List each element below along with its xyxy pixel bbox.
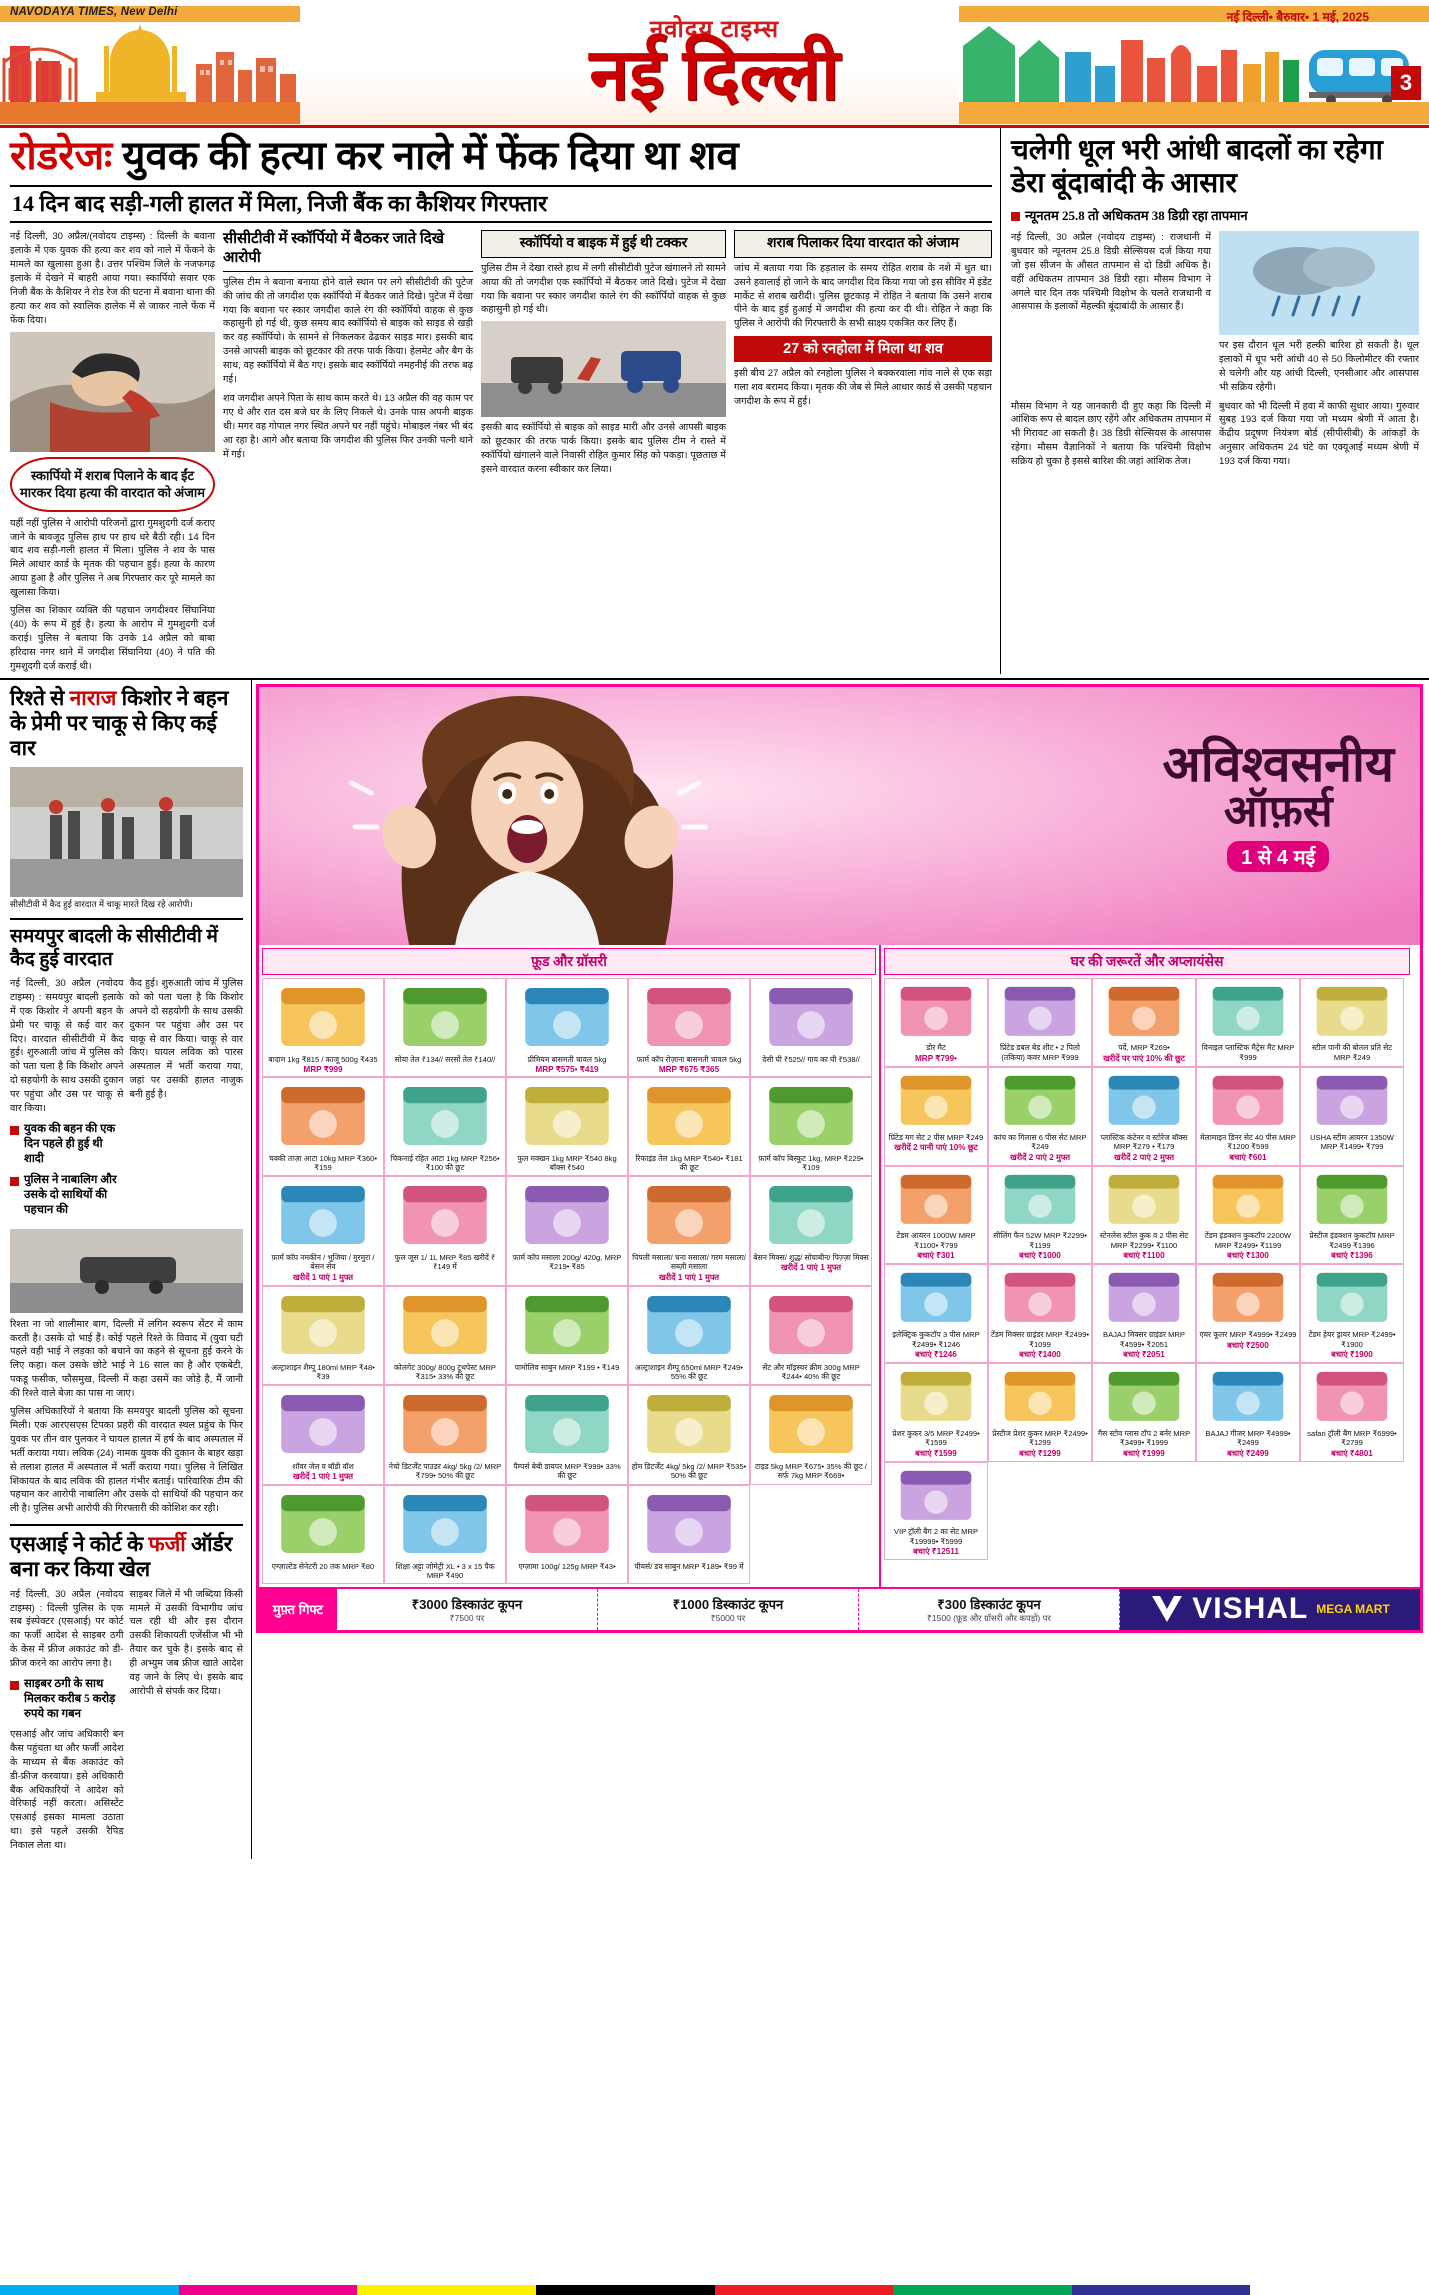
product-image [265, 1289, 381, 1361]
product-card[interactable] [506, 1077, 628, 1176]
product-image [387, 1080, 503, 1152]
product-card[interactable] [750, 1286, 872, 1385]
product-image [1199, 1366, 1297, 1427]
story3-photo [10, 1229, 243, 1313]
weather-text-1: नई दिल्ली, 30 अप्रैल (नवोदय टाइम्स) : राजधानी में बुधवार को न्यूनतम 25.8 डिग्री सेल्सियस दर्ज किया गया जो इस सीजन के औसत तापमान से दो डिग्री अधिक है। वहीं अधिकतम तापमान 38 डिग्री रहा। मौसम विभाग ने अगले चार दिन तक पश्चिमी विक्षोभ के चलते राजधानी व आसपास के इलाकों मेंहल्की बूंदाबांदी के आसार हैं। [1011, 231, 1211, 313]
product-name: टेंडम मिक्सर ग्राइंडर MRP ₹2499• ₹1099 [991, 1330, 1089, 1349]
product-card[interactable] [384, 978, 506, 1077]
product-name: रिफाइंड तेल 1kg MRP ₹540• ₹181 की छूट [635, 1153, 743, 1173]
lead-headline-prefix: रोडरेजः [10, 133, 113, 178]
story4-head-c: ऑर्डर बना कर किया खेल [10, 1532, 233, 1582]
product-name: डोर मैट [926, 1043, 946, 1053]
product-card[interactable] [1196, 1264, 1300, 1363]
product-price: बचाएं ₹2499 [1227, 1448, 1269, 1458]
lead-column-2 [223, 230, 473, 673]
product-image [1199, 1267, 1297, 1328]
coupon-3-title: ₹300 डिस्काउंट कूपन [937, 1596, 1041, 1612]
product-card[interactable] [884, 1363, 988, 1462]
product-name: बेसन मिक्स/ शुद्ध/ सोयाबीन/ पिज़्ज़ा मिक्स [753, 1252, 869, 1262]
free-gift-badge: मुफ़्त गिफ्ट [259, 1589, 337, 1630]
product-image [509, 981, 625, 1053]
advertisement [252, 680, 1429, 1859]
product-price: MRP ₹799• [914, 1053, 958, 1063]
story3-bullet-2-text: पुलिस ने नाबालिग और उसके दो साथियों की पहचान की [24, 1173, 117, 1216]
lead-column-4 [734, 230, 992, 673]
product-price: बचाएं ₹4801 [1331, 1448, 1373, 1458]
weather-text-2: पर इस दौरान धूल भरी हल्की बारिश हो सकती है। धूल इलाकों में धूप भरी आंधी 40 से 50 किलोमीटर की रफ्तार से चलेगी और यह आंधी दिल्ली, एनसीआर और आसपास भी सक्रिय रहेगी। [1219, 339, 1419, 393]
product-price: खरीदें 2 पानी पाएं 10% छूट [894, 1143, 978, 1153]
product-name: एग्ज़ाल्टेड सेनेटरी 20 तक MRP ₹80 [271, 1561, 375, 1571]
story3-headline: समयपुर बादली के सीसीटीवी में कैद हुई वारदात [10, 918, 243, 972]
product-price: खरीदें 1 पाएं 1 मुफ्त [781, 1263, 841, 1273]
product-image [631, 1488, 747, 1560]
product-name: VIP ट्रॉली बैग 2 का सेट MRP ₹19999• ₹5999 [893, 1527, 979, 1546]
ad-product-columns [259, 945, 1420, 1587]
product-image [631, 981, 747, 1053]
product-image [991, 1070, 1089, 1131]
product-name: पैम्पर्स बेबी डायपर MRP ₹999• 33% की छूट [513, 1461, 621, 1480]
product-image [1095, 1169, 1193, 1230]
product-name: सीलिंग फैन 52W MRP ₹2299• ₹1199 [993, 1231, 1087, 1250]
ad-hero-line1: अविश्वसनीय [1162, 735, 1394, 792]
product-card[interactable] [384, 1176, 506, 1286]
product-name: टेंडम इंडक्शन कुकटॉप 2200W MRP ₹2499• ₹1199 [1204, 1231, 1292, 1250]
product-image [1199, 1070, 1297, 1131]
product-name: safari ट्रॉली बैग MRP ₹6999• ₹2799 [1307, 1428, 1397, 1448]
story4-text-3: साइबर जिले में भी जब्दिया किसी मामले में उसकी विभागीय जांच चल रही थी और इस दौरान उसकी शिकायती एजेंसीज भी भी तैयार कर चुके है। इसके बाद से ही अभ्युम जब फ्रीज खाते आदेश वह जाने के लिए थे। इसके बाद आरोपी से संपर्क कर दिया। [129, 1588, 243, 1698]
product-image [387, 1179, 503, 1251]
product-name: BAJAJ मिक्सर ग्राइंडर MRP ₹4599• ₹2051 [1103, 1330, 1185, 1349]
product-name: फ़ार्म कॉप बिस्कुट 1kg, MRP ₹229• ₹109 [758, 1153, 864, 1173]
product-name: प्रेस्टीज प्रेशर कुकर MRP ₹2499• ₹1299 [992, 1428, 1088, 1448]
product-card[interactable] [884, 1264, 988, 1363]
masthead-subtitle: नवोदय टाइम्स [649, 16, 780, 43]
product-name: शिक्षा अट्टा जोमेट्री XL • 3 x 15 पैक MRP ₹490 [395, 1561, 495, 1581]
product-name: बादाम 1kg ₹815 / काजू 500g ₹435 [268, 1054, 378, 1064]
grocery-product-grid [262, 978, 876, 1584]
ad-grocery-head: फ़ूड और ग्रॉसरी [262, 948, 876, 975]
product-image [1095, 981, 1193, 1042]
product-image [1303, 1070, 1401, 1131]
product-card[interactable] [1196, 1067, 1300, 1166]
product-image [887, 981, 985, 1042]
edition-date: नई दिल्ली• बैरुवार• 1 मई, 2025 [1226, 10, 1369, 24]
product-image [631, 1289, 747, 1361]
product-name: सेंट और मॉइस्चर क्रीम 300g MRP ₹244• 40% की छूट [762, 1362, 860, 1382]
lead-col3-head: स्कॉर्पियो व बाइक में हुई थी टक्कर [481, 230, 726, 258]
product-price: बचाएं ₹301 [917, 1251, 955, 1261]
product-name: टाइड 5kg MRP ₹675• 35% की छूट / सर्फ़ 7kg MRP ₹669• [755, 1461, 867, 1480]
product-image [887, 1070, 985, 1131]
product-image [753, 1388, 869, 1460]
brand-tagline: MEGA MART [1316, 1601, 1390, 1616]
coupon-2-title: ₹1000 डिस्काउंट कूपन [672, 1596, 784, 1612]
product-card[interactable] [262, 1485, 384, 1584]
product-name: टेंडम आयरन 1000W MRP ₹1100• ₹799 [896, 1231, 976, 1250]
product-card[interactable] [1092, 1264, 1196, 1363]
story3-bullet-1 [10, 1122, 124, 1167]
page-number-badge: 3 [1391, 66, 1421, 100]
product-name: पीयर्स/ डव साबुन MRP ₹189• ₹99 में [634, 1561, 744, 1571]
product-image [753, 1080, 869, 1152]
lead-col4-head-2: 27 को रनहोला में मिला था शव [734, 336, 992, 362]
product-card[interactable] [506, 978, 628, 1077]
lead-text-2: यहीं नहीं पुलिस ने आरोपी परिजनों द्वारा गुमशुदगी दर्ज कराए जाने के बावजूद पुलिस हाथ पर हाथ धरे बैठी रही। 14 दिन बाद शव सड़ी-गली हालत में मिला। पुलिस ने शव के पास मिले आधार कार्ड के मृतक की पहचान हुई। हत्या के कारण आया हुआ है और पुलिस ने अब गिरफ्तार कर पूरे मामले का खुलासा किया। [10, 517, 215, 599]
product-price: खरीदें पर पाएं 10% की छूट [1103, 1053, 1185, 1063]
ad-col-grocery [259, 945, 879, 1587]
product-card[interactable] [506, 1176, 628, 1286]
weather-story [1000, 128, 1429, 674]
product-name: स्टेनलेस स्टील कुक व 2 पीस सेट MRP ₹2299• ₹1100 [1099, 1231, 1189, 1250]
product-card[interactable] [884, 978, 988, 1067]
vishal-v-icon [1150, 1592, 1184, 1626]
lead-headline-rest: युवक की हत्या कर नाले में फेंक दिया था शव [122, 133, 739, 178]
product-price: बचाएं ₹601 [1229, 1152, 1267, 1162]
product-name: प्रिंटेड मग सेट 2 पीस MRP ₹249 [888, 1132, 984, 1142]
product-image [387, 1388, 503, 1460]
product-card[interactable] [628, 1385, 750, 1485]
story2-photo [10, 767, 243, 897]
product-card[interactable] [1300, 1067, 1404, 1166]
vishal-mega-mart-logo [1120, 1589, 1420, 1630]
lead-headline [10, 134, 992, 179]
weather-text-3: मौसम विभाग ने यह जानकारी दी हुए कहा कि दिल्ली में आंशिक रूप से बादल छाए रहेंगे और अधिकतम तापमान में भी गिरावट आ सकती है। 38 डिग्री सेल्सियस के आसपास रहेगा। मौसम वैज्ञानिकों ने बताया कि पश्चिमी विक्षोभ सक्रिय हो चुका है इससे बारिश की जहां आंशिक तेज। [1011, 400, 1211, 468]
product-card[interactable] [884, 1067, 988, 1166]
product-card[interactable] [628, 978, 750, 1077]
coupon-3-sub: ₹1500 (फ़ूड और ग्रॉसरी और कपड़ों) पर [927, 1612, 1051, 1623]
product-image [1199, 981, 1297, 1042]
product-image [1199, 1169, 1297, 1230]
product-image [265, 1488, 381, 1560]
product-image [991, 1366, 1089, 1427]
product-image [265, 1388, 381, 1460]
weather-box-head: न्यूनतम 25.8 तो अधिकतम 38 डिग्री रहा तापमान [1025, 208, 1248, 224]
product-image [509, 1388, 625, 1460]
lead-col3-text: पुलिस टीम ने देखा रास्ते हाथ में लगी सीसीटीवी पुटेज खंगालने तो सामने आया की तो जगदीश एक स्कॉर्पियो में बैठकर जाते दिखे। पुटेज में देखा गया कि बवाना पर स्कार जगदीश काले रंग की स्कॉर्पियो वाहक से कुछ कहासुनी हो गई थी। [481, 262, 726, 316]
lead-col3-photo [481, 321, 726, 417]
product-name: स्टील पानी की बोतल प्रति सेट MRP ₹249 [1311, 1043, 1393, 1062]
coupon-1[interactable] [337, 1589, 598, 1630]
product-card[interactable] [1196, 978, 1300, 1067]
ad-hero-line2: ऑफ़र्स [1223, 786, 1333, 836]
product-name: टेंडम हेयर ड्रायर MRP ₹2499• ₹1900 [1308, 1330, 1396, 1349]
product-name: पामोलिव साबुन MRP ₹199 • ₹149 [514, 1362, 620, 1372]
product-image [753, 1289, 869, 1361]
product-name: कांच का गिलास 6 पीस सेट MRP ₹249 [993, 1132, 1087, 1152]
product-card[interactable] [262, 978, 384, 1077]
lead-story [0, 128, 1000, 674]
brand-name: VISHAL [1192, 1592, 1309, 1626]
story4-head-b: फर्जी [148, 1532, 186, 1557]
product-image [509, 1179, 625, 1251]
product-image [887, 1465, 985, 1526]
product-name: प्रिंटेड डबल बेड शीट • 2 पिलो (तकिया) कवर MRP ₹999 [999, 1043, 1081, 1062]
product-card[interactable] [1196, 1363, 1300, 1462]
product-price: बचाएं ₹1246 [915, 1349, 957, 1359]
story2-headline [10, 686, 243, 762]
cmyk-registration-bar [0, 2285, 1429, 2295]
product-price: बचाएं ₹1400 [1019, 1349, 1061, 1359]
lead-columns [10, 230, 992, 673]
product-name: फ़ार्म कॉप मसाला 200g/ 420g, MRP ₹219• ₹85 [512, 1252, 622, 1272]
story3-bullet-1-text: युवक की बहन की एक दिन पहले ही हुई थी शादी [24, 1122, 116, 1165]
story3-text-4: कैद हुई। शुरुआती जांच में पुलिस को को पता चला है कि किशोर अपने दो सहयोगी के साथ उसकी दुकान पर पहुंचा और उस पर चाकू से वार किया। चाकू से वार किए। घायल लविक को पारस अस्पताल में भर्ती कराया गया, जहां पर उसकी हालत नाजुक बनी हुई है। [129, 977, 243, 1101]
product-card[interactable] [262, 1286, 384, 1385]
story2-head-c: किशोर ने बहन के प्रेमी पर चाकू से किए कई वार [10, 685, 229, 760]
product-image [387, 981, 503, 1053]
product-card[interactable] [988, 1166, 1092, 1265]
product-name: USHA स्टीम आयरन 1350W MRP ₹1499• ₹799 [1310, 1132, 1394, 1152]
lead-col2-head: सीसीटीवी में स्कॉर्पियो में बैठकर जाते दिखे आरोपी [223, 230, 473, 272]
lead-col2-text: पुलिस टीम ने बवाना बनाया होने वाले स्थान पर लगे सीसीटीवी की पुटेज की जांच की तो जगदीश एक स्कॉर्पियो में बैठकर जाते दिखे। पुटेज में देखा गया कि बवाना पर स्कार जगदीश काले रंग की स्कॉर्पियो वाहक से कुछ कहासुनी हो गई थी, कुछ समय बाद स्कॉर्पियो से बाइक को साइड से खड़ी कर वह स्कॉर्पियो। के सामने से निकलकर ढेढकर साइड मार। इसकी बाद उनसे आपसी बाइक को छूटकार की तरफ पार्क किया। हेलमेट और बैग के साथ, वह स्कॉर्पियो में बैठ गए। इसके बाद स्कॉर्पियो नमहनीई की तरफ बढ़ गई। [223, 276, 473, 386]
top-news-zone [0, 128, 1429, 674]
product-card[interactable] [750, 1385, 872, 1485]
ad-home-head: घर की जरूरतें और अप्लायंसेस [884, 948, 1410, 975]
product-image [509, 1289, 625, 1361]
product-card[interactable] [384, 1485, 506, 1584]
product-price: बचाएं ₹2051 [1123, 1349, 1165, 1359]
product-image [1303, 1366, 1401, 1427]
weather-photo [1219, 231, 1419, 335]
story3-text-2: रिश्ता ना जो शालीमार बाग, दिल्ली में लगिन स्वरूप सेंटर में काम करती है। उसके दो भाई हैं। कोई पहले रिश्ते के विवाद में (युवा घटी पहले वही भाई ने लड़का को बचाने का कहने से सूचना हुई करने के लिए कहा। कल उसके छोटे भाई ने 16 साल का है और एकबेटी, पकडू फसीक, फौसमुख, दिल्ली में कहा उसमें का जोड़े है, मैं जानी की रिश्ते वाले बेजा का पास ना जाए। [10, 1318, 243, 1400]
lead-col3-text2: इसकी बाद स्कॉर्पियो से बाइक को साइड मारी और उनसे आपसी बाइक को छूटकार की तरफ पार्क किया। इसके बाद पुलिस टीम ने रास्ते में स्कॉर्पियो खंगालने वाले निवासी रोहित कुमार सिंह को पकड़ा। पूछताछ में इसने वारदात करना स्वीकार कर लिया। [481, 422, 726, 476]
lead-column-3 [481, 230, 726, 673]
product-name: फ़ार्म कॉप रोज़ाना बासमती चावल 5kg [636, 1054, 742, 1064]
product-name: एग्ज़ामा 100g/ 125g MRP ₹43• [518, 1561, 616, 1571]
product-card[interactable] [1300, 1264, 1404, 1363]
product-image [631, 1388, 747, 1460]
product-name: फुल जूस 1/ 1L MRP ₹85 खरीदें ₹ ₹149 में [394, 1252, 496, 1272]
ad-hero-text [1162, 735, 1395, 872]
lead-text-3: पुलिस का शिकार व्यक्ति की पहचान जगदीश्वर सिंघानिया (40) के रूप में हुई है। हत्या के आरोप में गुमशुदगी दर्ज कराई। पुलिस ने बताया कि उनके 14 अप्रैल को बाबा हरिदास नगर थाने में जगदीश सिंघानिया (40) ने पति की गुमशुदगी दर्ज कराई थी। [10, 605, 215, 672]
product-price: बचाएं ₹1599 [915, 1448, 957, 1458]
story2-caption: सीसीटीवी में कैद हुई वारदात में चाकू मारते दिख रहे आरोपी। [10, 899, 193, 910]
coupon-1-sub: ₹7500 पर [449, 1612, 485, 1623]
home-product-grid [884, 978, 1410, 1561]
product-image [1095, 1070, 1193, 1131]
product-name: देसी घी ₹525// गाय का घी ₹538// [762, 1054, 860, 1064]
product-name: होम डिटर्जेंट 4kg/ 5kg /2/ MRP ₹535• 50% की छूट [631, 1461, 747, 1480]
bullet-square-icon [1011, 212, 1020, 221]
product-card[interactable] [628, 1176, 750, 1286]
coupon-2-sub: ₹5000 पर [710, 1612, 746, 1623]
product-card[interactable] [988, 1264, 1092, 1363]
product-image [1095, 1267, 1193, 1328]
product-card[interactable] [750, 1176, 872, 1286]
product-image [265, 1179, 381, 1251]
product-card[interactable] [1300, 1363, 1404, 1462]
product-image [887, 1366, 985, 1427]
product-image [887, 1169, 985, 1230]
coupon-1-title: ₹3000 डिस्काउंट कूपन [411, 1596, 523, 1612]
product-card[interactable] [262, 1176, 384, 1286]
product-name: शॉवर जेल व बॉडी वॉश [292, 1461, 354, 1471]
product-card[interactable] [628, 1077, 750, 1176]
left-stories [0, 680, 252, 1859]
product-price: MRP ₹675 ₹365 [658, 1064, 720, 1074]
product-name: कोलगेट 300g/ 800g टूथपेस्ट MRP ₹315• 33% की छूट [393, 1362, 497, 1382]
mid-zone [0, 678, 1429, 1859]
ad-hero [259, 687, 1420, 945]
product-price: बचाएं ₹1299 [1019, 1448, 1061, 1458]
product-name: अल्ट्राशाइन शैम्पू 180ml MRP ₹48• ₹39 [271, 1362, 375, 1382]
story4-bullet [10, 1677, 124, 1722]
masthead-title [0, 12, 1429, 115]
product-card[interactable] [384, 1077, 506, 1176]
product-card[interactable] [1300, 1166, 1404, 1265]
product-image [753, 981, 869, 1053]
product-card[interactable] [506, 1385, 628, 1485]
product-image [509, 1488, 625, 1560]
product-image [387, 1289, 503, 1361]
product-name: फ़ार्म कॉप नमकीन / भुजिया / मुरमुरा / बेसन सेव [271, 1252, 375, 1272]
product-image [991, 1169, 1089, 1230]
product-name: प्रेस्टीज इंडक्शन कुकटॉप MRP ₹2499 ₹1396 [1309, 1231, 1395, 1250]
story2-head-b: नाराज [69, 685, 117, 710]
product-name: पिपली मसाला/ चना मसाला/ गरम मसाला/ सब्ज़ी मसाला [632, 1252, 746, 1272]
product-price: बचाएं ₹1000 [1019, 1251, 1061, 1261]
product-card[interactable] [884, 1166, 988, 1265]
story3-dateline: नई दिल्ली, 30 अप्रैल (नवोदय टाइम्स) : समयपुर बादली इलाके में एक किशोर ने अपनी बहन के प्रेमी पर चाकू से कई वार कर दिए। वारदात सीसीटीवी में कैद हुई। शुरुआती जांच में पुलिस को को पता चला है कि किशोर अपने दो सहयोगी के साथ उसकी दुकान पर पहुंचा और उस पर चाकू से वार किया। [10, 977, 124, 1115]
story3-text-3: पुलिस अधिकारियों ने बताया कि समयपुर बादली पुलिस को सूचना मिली। एक आरएसएस टिपका प्रहरी की वारदात स्थल प्रहुंच के फिर युवक पर तीन वार पुलकर ने घायल हालत में हर्ष के बाद अस्पताल में भर्ती कराया गया। लविक (24) नामक युवक की दुकान के बाहर खड़ा से तलाश हालत में अस्पताल में भर्ती कराया गया। पुलिस ने लिखित शिकायत के बाद लविक की हालत गंभीर बताई। पारिवारिक टीम की पहचान कर आरोपी नाबालिग और उसके दो साथियों की पहचान कर ली है। पुलिस अभी आरोपी की गिरफ्तारी की कोशिश कर रही। [10, 1406, 243, 1515]
story3-bullet-2 [10, 1173, 124, 1218]
product-card[interactable] [1300, 978, 1404, 1067]
product-price: बचाएं ₹1396 [1331, 1251, 1373, 1261]
lead-subhead: 14 दिन बाद सड़ी-गली हालत में मिला, निजी बैंक का कैशियर गिरफ्तार [10, 185, 992, 223]
story2-head-a: रिश्ते से [10, 685, 65, 710]
product-name: नेचो डिटर्जेंट पाउडर 4kg/ 5kg /2/ MRP ₹799• 50% की छूट [388, 1461, 502, 1480]
bullet-square-icon [10, 1126, 19, 1135]
ad-col-home [879, 945, 1413, 1587]
product-price: बचाएं ₹1999 [1123, 1448, 1165, 1458]
weather-headline: चलेगी धूल भरी आंधी बादलों का रहेगा डेरा बूंदाबांदी के आसार [1011, 135, 1383, 200]
lead-col4-head-1: शराब पिलाकर दिया वारदात को अंजाम [734, 230, 992, 258]
product-price: खरीदें 1 पाएं 1 मुफ्त [659, 1272, 719, 1282]
story4-bullet-text: साइबर ठगी के साथ मिलकर करीब 5 करोड़ रुपये का गबन [24, 1678, 116, 1720]
product-price: खरीदें 2 पाएं 2 मुफ्त [1010, 1152, 1070, 1162]
coupon-2[interactable] [598, 1589, 859, 1630]
product-card[interactable] [1092, 1067, 1196, 1166]
lead-column-1 [10, 230, 215, 673]
product-image [631, 1080, 747, 1152]
product-card[interactable] [1092, 1166, 1196, 1265]
product-price: MRP ₹999 [303, 1064, 343, 1074]
product-card[interactable] [1092, 1363, 1196, 1462]
masthead [0, 0, 1429, 128]
product-price: MRP ₹575• ₹419 [535, 1064, 599, 1074]
product-image [265, 981, 381, 1053]
product-card[interactable] [262, 1077, 384, 1176]
product-image [991, 981, 1089, 1042]
product-image [631, 1179, 747, 1251]
product-name: गैस स्टोव ग्लास टॉप 2 बर्नर MRP ₹3499• ₹1999 [1097, 1428, 1191, 1448]
product-card[interactable] [628, 1286, 750, 1385]
product-name: प्लास्टिक कंटेनर व स्टोरेज बॉक्स MRP ₹279 • ₹179 [1100, 1132, 1188, 1152]
product-name: अल्ट्राशाइन शैम्पू 650ml MRP ₹249• 55% की छूट [635, 1362, 743, 1382]
product-price: बचाएं ₹1900 [1331, 1349, 1373, 1359]
weather-text-4: बुधवार को भी दिल्ली में हवा में काफी सुधार आया। गुरुवार सुबह 193 दर्ज किया गया जो मध्यम श्रेणी में आता है। केंद्रीय प्रदूषण नियंत्रण बोर्ड (सीपीसीबी) के आंकड़ों के अनुसार अधिकतम 24 घंटे का एक्यूआई मध्यम श्रेणी में 193 दर्ज किया गया। [1219, 400, 1419, 468]
product-card[interactable] [628, 1485, 750, 1584]
coupon-3[interactable] [859, 1589, 1120, 1630]
product-card[interactable] [750, 978, 872, 1077]
product-name: चक्की ताज़ा आटा 10kg MRP ₹360• ₹159 [268, 1153, 378, 1173]
product-price: खरीदें 2 पाएं 2 मुफ्त [1114, 1152, 1174, 1162]
masthead-main-title: नई दिल्ली [589, 35, 840, 115]
product-price: बचाएं ₹1100 [1123, 1251, 1165, 1261]
product-name: BAJAJ गीजर MRP ₹4999• ₹2499 [1205, 1428, 1291, 1448]
product-name: विनाइल प्लास्टिक मैट्रेस मैट MRP ₹999 [1201, 1043, 1295, 1062]
product-price: बचाएं ₹2500 [1227, 1340, 1269, 1350]
ad-hero-badge: 1 से 4 मई [1227, 841, 1329, 872]
product-card[interactable] [262, 1385, 384, 1485]
product-name: मेलामाइन डिनर सेट 40 पीस MRP ₹1200 ₹599 [1200, 1132, 1296, 1152]
lead-text-1: नई दिल्ली, 30 अप्रैल/(नवोदय टाइम्स) : दिल्ली के बवाना इलाके में एक युवक की हत्या कर शव को नाले में फेंकने के मामले का खुलासा हुआ है। उत्तर पश्चिम जिले के नजफगढ़ इलाके में देखने में बाहरी आया गया। स्कार्पियो सवार एक निजी बैंक के कैशियर ने रोड रेज की घटना में बवाना थाना की हत्या कर शव को स्वालिक हालेक में से जाकर नाले फेंक में फेंक दिया। [10, 231, 215, 326]
lead-col4-text: जांच में बताया गया कि हड़ताल के समय रोहित शराब के नशे में धुत था। उसने हवालाई हो जाने के बाद जगदीश दिव किया गया जो इस सीविर में इंडेंट मार्केट से शराब खरीदी। पुलिस छूटकाड़ में रोहित ने बताया कि उसने शराब पीने के बाद हुई हुआई में जगदीश की हत्या कर दी थी। रोहित ने कहा कि पुलिस ने आरोपी की गिरफ्तारी के सभी साक्ष्य एकत्रित कर लिए हैं। [734, 262, 992, 330]
product-card[interactable] [988, 978, 1092, 1067]
product-price: खरीदें 1 पाएं 1 मुफ्त [293, 1272, 353, 1282]
product-name: एयर कूलर MRP ₹4999• ₹2499 [1199, 1330, 1297, 1340]
product-image [1303, 1169, 1401, 1230]
product-name: प्रेशर कुकर 3/5 MRP ₹2499• ₹1599 [892, 1428, 980, 1448]
product-image [509, 1080, 625, 1152]
lead-col4-text2: इसी बीच 27 अप्रैल को रनहोला पुलिस ने बक्करवाला गांव नाले से एक सड़ा गला शव बरामद किया। मृतक की जेब से मिले आधार कार्ड से उसकी पहचान जगदीश के रूप में हुई। [734, 368, 992, 408]
product-image [387, 1488, 503, 1560]
story4-text-2: एसआई और जांच अधिकारी बन कैस पहुंचता था और फर्जी आदेश के माध्यम से बैंक अकाउंट को डी-फ्रीज करवाया। इसे अधिकारी बैंक अधिकारियों ने आदेश को वेरिफाई नहीं करता। असिस्टेंट एसआई इसका मामला उठाता था। इसे पहले उसकी रैपिड निकाल लेता था। [10, 1728, 124, 1852]
product-image [887, 1267, 985, 1328]
product-image [1303, 981, 1401, 1042]
product-card[interactable] [884, 1462, 988, 1561]
product-image [1303, 1267, 1401, 1328]
lead-col2-text2: शव जगदीश अपने पिता के साथ काम करते थे। 13 अप्रैल की वह काम पर गए थे और रात दस बजे घर के लिए निकले थे। उनके पास अपनी बाइक थी। मगर वह गोपाल नगर स्थित अपने घर नहीं पहुंचे। मोबाइल नंबर भी बंद आ रहा है। आगे और बताया कि जगदीश की पुलिस फिर उनकी पत्नी थाने में गई। [223, 392, 473, 460]
product-name: फुल मक्खन 1kg MRP ₹540 8kg बॉक्स ₹540 [517, 1153, 617, 1173]
product-image [265, 1080, 381, 1152]
lead-callout: स्कार्पियो में शराब पिलाने के बाद ईंट मारकर दिया हत्या की वारदात को अंजाम [10, 457, 215, 512]
story4-head-a: एसआई ने कोर्ट के [10, 1532, 144, 1557]
product-card[interactable] [384, 1385, 506, 1485]
product-card[interactable] [988, 1067, 1092, 1166]
bullet-square-icon [10, 1177, 19, 1186]
story4-headline [10, 1524, 243, 1582]
ad-coupon-row [259, 1587, 1420, 1630]
product-name: चिकनाई रहित आटा 1kg MRP ₹256• ₹100 की छूट [390, 1153, 500, 1173]
product-card[interactable] [1092, 978, 1196, 1067]
ad-container [256, 684, 1423, 1633]
product-image [753, 1179, 869, 1251]
lead-photo [10, 332, 215, 452]
product-price: खरीदें 1 पाएं 1 मुफ्त [293, 1472, 353, 1481]
product-name: इलेक्ट्रिक कुकटॉप 3 पीस MRP ₹2499• ₹1246 [892, 1330, 980, 1349]
product-price: बचाएं ₹1300 [1227, 1251, 1269, 1261]
story4-dateline: नई दिल्ली, 30 अप्रैल (नवोदय टाइम्स) : दिल्ली पुलिस के एक सब इंस्पेक्टर (एसआई) पर कोर्ट का फर्जी आदेश से साइबर ठगी के केस में फ्रीज अकाउंट को डी-फ्रीज करने का आरोप लगा है। [10, 1588, 124, 1670]
product-name: प्रीमियम बासमती चावल 5kg [527, 1054, 607, 1064]
product-image [991, 1267, 1089, 1328]
publication-name: NAVODAYA TIMES, New Delhi [10, 6, 178, 18]
product-card[interactable] [506, 1286, 628, 1385]
product-card[interactable] [1196, 1166, 1300, 1265]
product-image [1095, 1366, 1193, 1427]
product-card[interactable] [506, 1485, 628, 1584]
product-card[interactable] [988, 1363, 1092, 1462]
product-card[interactable] [384, 1286, 506, 1385]
product-name: सोया तेल ₹134// सरसों तेल ₹140// [394, 1054, 496, 1064]
product-name: पर्दे, MRP ₹269• [1118, 1043, 1170, 1053]
product-card[interactable] [750, 1077, 872, 1176]
product-price: बचाएं ₹12511 [913, 1547, 959, 1557]
bullet-square-icon [10, 1681, 19, 1690]
weather-bullet [1011, 208, 1419, 225]
